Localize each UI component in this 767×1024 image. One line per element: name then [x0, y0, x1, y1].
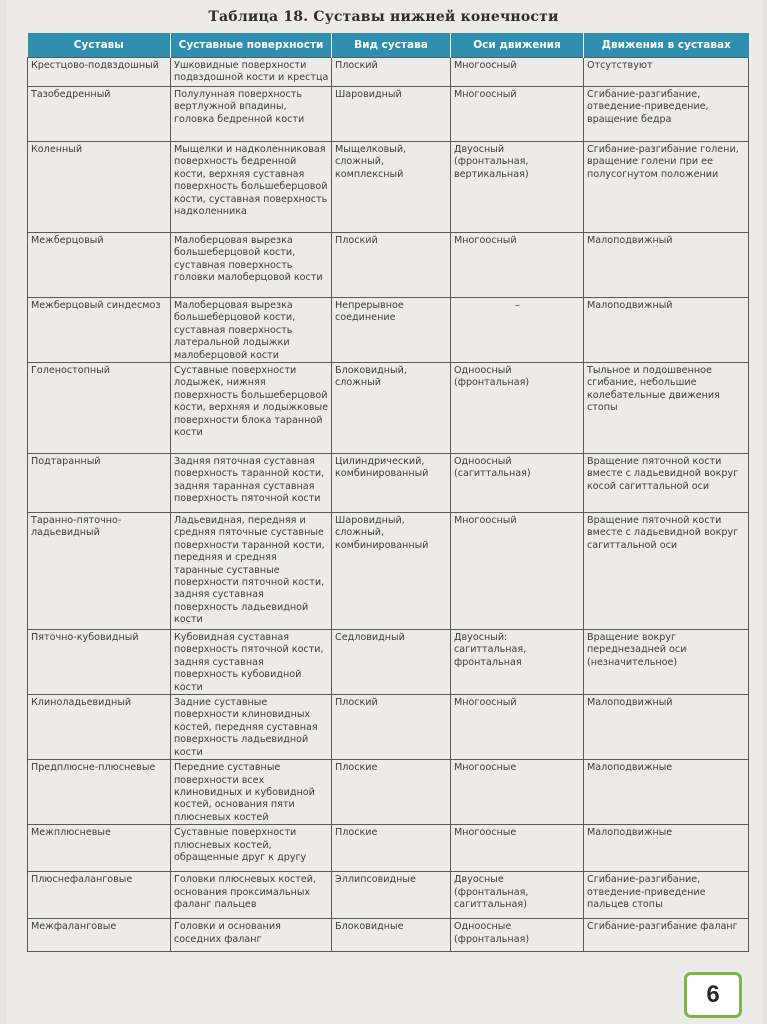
joint-type-cell: Шаровидный	[332, 87, 451, 142]
joint-name-cell: Таранно-пяточно-ладьевидный	[28, 513, 171, 630]
axes-cell: Двуосный (фронтальная, вертикальная)	[451, 142, 584, 233]
table-row	[28, 363, 749, 454]
joint-name-cell: Клиноладьевидный	[28, 695, 171, 760]
table-row	[28, 454, 749, 513]
axes-cell: Многоосный	[451, 233, 584, 298]
table-row	[28, 760, 749, 825]
joint-type-cell: Мыщелковый, сложный, комплексный	[332, 142, 451, 233]
table-row	[28, 630, 749, 695]
surfaces-cell: Малоберцовая вырезка большеберцовой кости, суставная поверхность головки малоберцовой кости	[171, 233, 332, 298]
surfaces-cell: Полулунная поверхность вертлужной впадины, головка бедренной кости	[171, 87, 332, 142]
table-header-row	[28, 33, 749, 58]
joint-type-cell: Блоковидный, сложный	[332, 363, 451, 454]
movements-cell: Малоподвижные	[584, 760, 749, 825]
surfaces-cell: Головки плюсневых костей, основания проксимальных фаланг пальцев	[171, 872, 332, 919]
surfaces-cell: Передние суставные поверхности всех клиновидных и кубовидной костей, основания пяти плюсневых костей	[171, 760, 332, 825]
movements-cell: Вращение пяточной кости вместе с ладьевидной вокруг косой сагиттальной оси	[584, 454, 749, 513]
joint-name-cell: Голеностопный	[28, 363, 171, 454]
axes-cell: Одноосный (фронтальная)	[451, 363, 584, 454]
surfaces-cell: Задние суставные поверхности клиновидных костей, передняя суставная поверхность ладьевидной кости	[171, 695, 332, 760]
movements-cell: Сгибание-разгибание, отведение-приведение, вращение бедра	[584, 87, 749, 142]
table-row	[28, 695, 749, 760]
joint-type-cell: Плоский	[332, 695, 451, 760]
joint-type-cell: Плоские	[332, 825, 451, 872]
movements-cell: Сгибание-разгибание фаланг	[584, 919, 749, 952]
joint-name-cell: Межберцовый	[28, 233, 171, 298]
joint-type-cell: Плоский	[332, 58, 451, 87]
table-row	[28, 872, 749, 919]
surfaces-cell: Задняя пяточная суставная поверхность таранной кости, задняя таранная суставная поверхность пяточной кости	[171, 454, 332, 513]
table-row	[28, 87, 749, 142]
joint-name-cell: Пяточно-кубовидный	[28, 630, 171, 695]
joint-type-cell: Плоский	[332, 233, 451, 298]
axes-cell: Многоосный	[451, 695, 584, 760]
joint-name-cell: Подтаранный	[28, 454, 171, 513]
table-title: Таблица 18. Суставы нижней конечности	[208, 9, 559, 25]
axes-cell: –	[451, 298, 584, 363]
surfaces-cell: Малоберцовая вырезка большеберцовой кости, суставная поверхность латеральной лодыжки малоберцовой кости	[171, 298, 332, 363]
joint-name-cell: Предплюсне-плюсневые	[28, 760, 171, 825]
axes-cell: Двуосный: сагиттальная, фронтальная	[451, 630, 584, 695]
header-surfaces: Суставные поверхности	[171, 33, 332, 58]
movements-cell: Тыльное и подошвенное сгибание, небольшие колебательные движения стопы	[584, 363, 749, 454]
joint-name-cell: Межфаланговые	[28, 919, 171, 952]
surfaces-cell: Ушковидные поверхности подвздошной кости и крестца	[171, 58, 332, 87]
table-row	[28, 58, 749, 87]
table-row	[28, 919, 749, 952]
joint-name-cell: Межплюсневые	[28, 825, 171, 872]
header-axes: Оси движения	[451, 33, 584, 58]
header-joints: Суставы	[28, 33, 171, 58]
table-row	[28, 513, 749, 630]
movements-cell: Сгибание-разгибание голени, вращение голени при ее полусогнутом положении	[584, 142, 749, 233]
axes-cell: Многоосный	[451, 513, 584, 630]
joint-type-cell: Эллипсовидные	[332, 872, 451, 919]
joint-name-cell: Плюснефаланговые	[28, 872, 171, 919]
movements-cell: Малоподвижный	[584, 695, 749, 760]
table-row	[28, 142, 749, 233]
joint-type-cell: Цилиндрический, комбинированный	[332, 454, 451, 513]
joint-type-cell: Шаровидный, сложный, комбинированный	[332, 513, 451, 630]
surfaces-cell: Ладьевидная, передняя и средняя пяточные суставные поверхности таранной кости, передняя и средняя таранные суставные поверхности пяточной кости, задняя суставная поверхность ладьевидной кости	[171, 513, 332, 630]
movements-cell: Малоподвижный	[584, 233, 749, 298]
axes-cell: Многоосные	[451, 760, 584, 825]
movements-cell: Малоподвижные	[584, 825, 749, 872]
axes-cell: Многоосный	[451, 87, 584, 142]
joint-name-cell: Межберцовый синдесмоз	[28, 298, 171, 363]
movements-cell: Вращение вокруг переднезадней оси (незначительное)	[584, 630, 749, 695]
surfaces-cell: Мыщелки и надколенниковая поверхность бедренной кости, верхняя суставная поверхность большеберцовой кости, суставная поверхность надколенника	[171, 142, 332, 233]
surfaces-cell: Головки и основания соседних фаланг	[171, 919, 332, 952]
movements-cell: Малоподвижный	[584, 298, 749, 363]
axes-cell: Одноосные (фронтальная)	[451, 919, 584, 952]
table-row	[28, 233, 749, 298]
surfaces-cell: Суставные поверхности лодыжек, нижняя поверхность большеберцовой кости, верхняя и лодыжковые поверхности блока таранной кости	[171, 363, 332, 454]
movements-cell: Отсутствуют	[584, 58, 749, 87]
joint-type-cell: Седловидный	[332, 630, 451, 695]
surfaces-cell: Кубовидная суставная поверхность пяточной кости, задняя суставная поверхность кубовидной кости	[171, 630, 332, 695]
axes-cell: Одноосный (сагиттальная)	[451, 454, 584, 513]
page-number-badge: 6	[684, 972, 742, 1018]
header-movements: Движения в суставах	[584, 33, 749, 58]
table-row	[28, 825, 749, 872]
joint-name-cell: Тазобедренный	[28, 87, 171, 142]
surfaces-cell: Суставные поверхности плюсневых костей, обращенные друг к другу	[171, 825, 332, 872]
axes-cell: Двуосные (фронтальная, сагиттальная)	[451, 872, 584, 919]
joint-type-cell: Непрерывное соединение	[332, 298, 451, 363]
header-joint-type: Вид сустава	[332, 33, 451, 58]
joint-name-cell: Крестцово-подвздошный	[28, 58, 171, 87]
axes-cell: Многоосный	[451, 58, 584, 87]
movements-cell: Вращение пяточной кости вместе с ладьевидной вокруг сагиттальной оси	[584, 513, 749, 630]
joint-type-cell: Блоковидные	[332, 919, 451, 952]
joint-type-cell: Плоские	[332, 760, 451, 825]
table-row	[28, 298, 749, 363]
joint-name-cell: Коленный	[28, 142, 171, 233]
axes-cell: Многоосные	[451, 825, 584, 872]
movements-cell: Сгибание-разгибание, отведение-приведение пальцев стопы	[584, 872, 749, 919]
joints-table	[27, 33, 749, 952]
